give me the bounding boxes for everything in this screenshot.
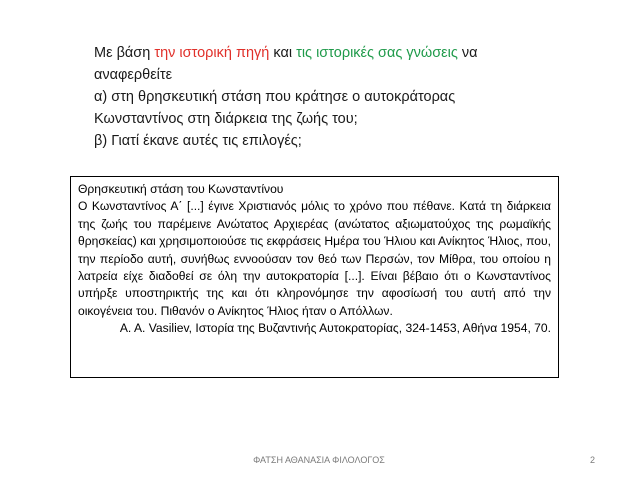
source-body: Ο Κωνσταντίνος Α΄ [...] έγινε Χριστιανός μόλις το χρόνο που πέθανε. Κατά τη διάρκεια της ζωής του παρέμεινε Ανώτατος Αρχιερέας (ανώτατος αξιωματούχος της ρωμαϊκής θρησκείας) και χρησιμοποιούσε τις εκφράσεις Ημέρα του Ήλιου και Ανίκητος Ήλιος, που, την περίοδο αυτή, συνήθως εννοούσαν τον θεό των Περσών, τον Μίθρα, του οποίου η λατρεία είχε διαδοθεί σε όλη την αυτοκρατορία [...]. Είναι βέβαιο ότι ο Κωνσταντίνος υπήρξε υποστηρικτής της και ότι κληρονόμησε την αφοσίωσή του αυτή από την οικογένεια του. Πιθανόν ο Ανίκητος Ήλιος ήταν ο Απόλλων. xyxy=(78,199,551,318)
historical-knowledge-phrase: τις ιστορικές σας γνώσεις xyxy=(296,45,458,61)
footer-author: ΦΑΤΣΗ ΑΘΑΝΑΣΙΑ ΦΙΛΟΛΟΓΟΣ xyxy=(253,455,385,465)
historical-source-phrase: την ιστορική πηγή xyxy=(154,45,270,61)
instruction-line-1 xyxy=(94,42,614,64)
historical-source-box xyxy=(70,176,559,378)
source-citation: A. A. Vasiliev, Ιστορία της Βυζαντινής Αυτοκρατορίας, 324-1453, Αθήνα 1954, 70. xyxy=(119,321,551,336)
instruction-conjunction: και xyxy=(269,45,297,61)
instruction-suffix: να xyxy=(457,45,478,61)
page-number: 2 xyxy=(590,455,596,465)
instruction-prefix: Με βάση xyxy=(94,45,155,61)
question-a-line-1: α) στη θρησκευτική στάση που κράτησε ο αυτοκράτορας xyxy=(94,89,456,105)
instruction-line-2: αναφερθείτε xyxy=(94,67,173,83)
source-title: Θρησκευτική στάση του Κωνσταντίνου xyxy=(78,182,284,196)
question-a-line-2: Κωνσταντίνος στη διάρκεια της ζωής του; xyxy=(94,111,358,127)
question-b: β) Γιατί έκανε αυτές τις επιλογές; xyxy=(94,133,302,149)
instructions xyxy=(94,42,614,152)
